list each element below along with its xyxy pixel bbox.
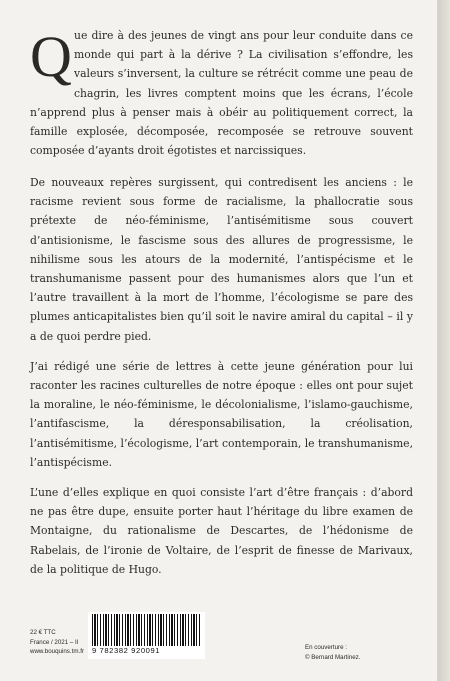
barcode-bars — [92, 614, 201, 646]
paragraph-4: L’une d’elles explique en quoi consiste l’art d’être français : d’abord ne pas être dupe, ensuite porter haut l’héritage du libre examen de Montaigne, du rationalisme de Descartes, de l’hédonisme de Rabelais, de l’ironie de Voltaire, de l’esprit de finesse de Marivaux, de la politique de Hugo. — [30, 486, 413, 576]
barcode-digits: 9 782382 920091 — [92, 646, 161, 655]
drop-cap: Q — [30, 24, 72, 89]
book-spine-edge — [438, 0, 450, 681]
edition-label: France / 2021 – II — [30, 638, 79, 646]
publisher-info — [30, 628, 84, 657]
cover-credits — [305, 643, 360, 662]
blurb-text — [30, 26, 413, 579]
website-label: www.bouquins.tm.fr — [30, 648, 84, 655]
paragraph-3: J’ai rédigé une série de lettres à cette jeune génération pour lui raconter les racines culturelles de notre époque : elles ont pour sujet la moraline, le néo-féminisme, le décolonialisme, l’islamo-gauchisme, l’antifascisme, la déresponsabilisation, la créolisation, l’antisémitisme, l’écologisme, l’art contemporain, le transhumanisme, l’antispécisme. — [30, 359, 413, 469]
credits-line-2: © Bernard Martinez. — [305, 653, 361, 661]
price-label: 22 € TTC — [30, 629, 56, 636]
isbn-barcode — [88, 612, 205, 659]
paragraph-1-text: ue dire à des jeunes de vingt ans pour leur conduite dans ce monde qui part à la dérive ? La civilisation s’effondre, les valeurs s’inversent, la culture se rétrécit comme une peau de chagrin, les livres comptent moins que les écrans, l’école n’apprend plus à penser mais à obéir au politiquement correct, la famille explosée, décomposée, recomposée se retrouve souvent composée d’ayants droit égotistes et narcissiques. — [30, 29, 413, 158]
paragraph-2: De nouveaux repères surgissent, qui contredisent les anciens : le racisme revient sous forme de racialisme, la phallocratie sous prétexte de néo-féminisme, l’antisémitisme sous couvert d’antisionisme, le fascisme sous des allures de progressisme, le nihilisme sous les atours de la modernité, l’antispécisme et le transhumanisme passent pour des humanismes alors que l’un et l’autre travaillent à la mort de l’homme, l’écologisme se pare des plumes anticapitalistes bien qu’il soit le navire amiral du capital – il y a de quoi perdre pied. — [30, 176, 413, 343]
credits-line-1: En couverture : — [305, 644, 347, 651]
paragraph-1 — [30, 26, 413, 161]
